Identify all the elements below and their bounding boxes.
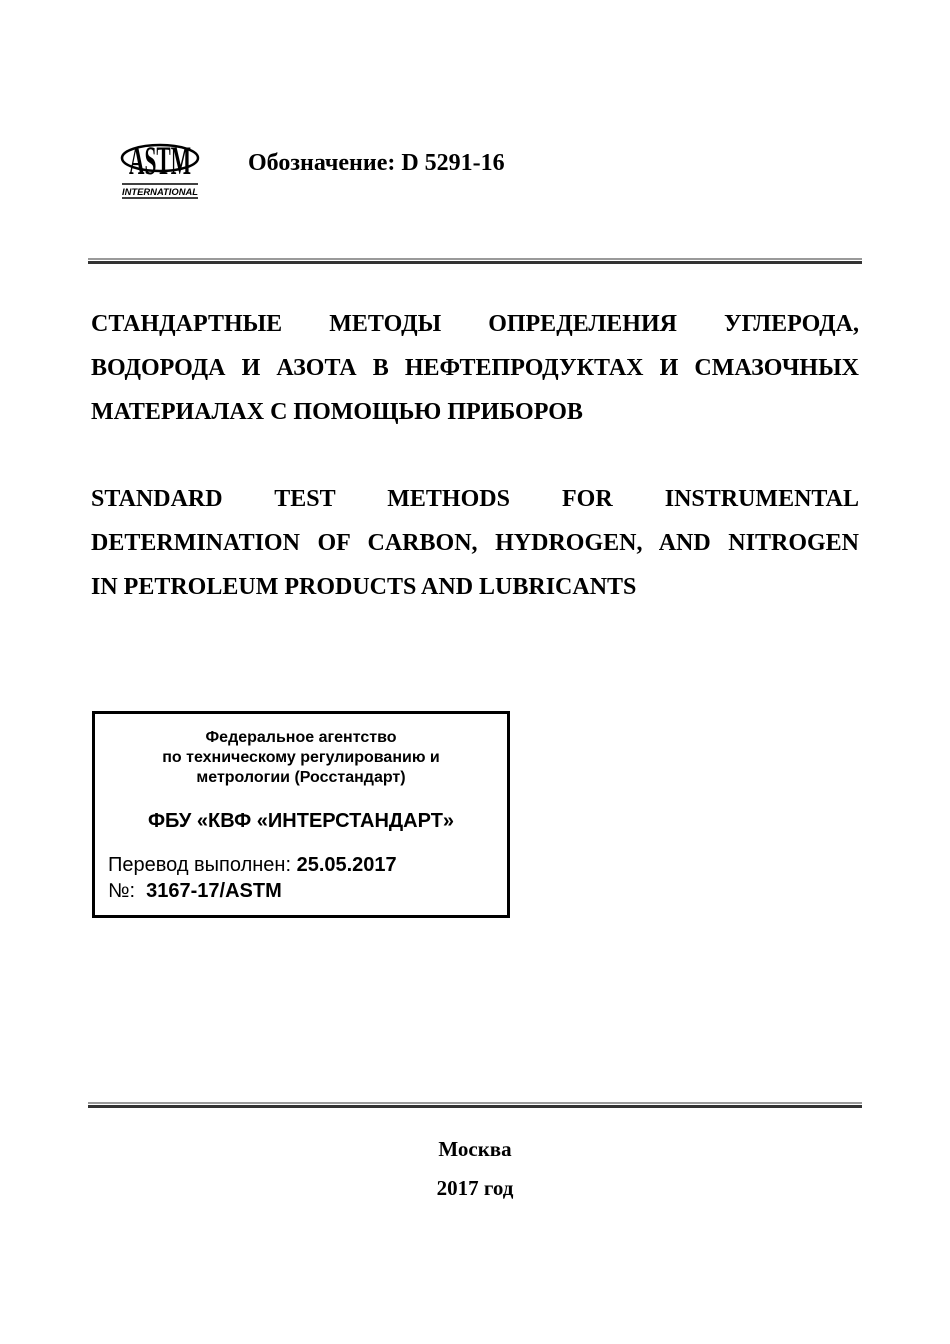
number-value: 3167-17 — [146, 880, 220, 902]
agency-name — [95, 728, 507, 788]
designation: Обозначение: D 5291-16 — [248, 150, 505, 176]
title-russian — [91, 302, 859, 434]
agency-line-2: по техническому регулированию и — [162, 749, 440, 766]
translated-label: Перевод выполнен: — [108, 854, 292, 876]
title-ru-line-3: МАТЕРИАЛАХ С ПОМОЩЬЮ ПРИБОРОВ — [91, 399, 583, 425]
astm-logo — [118, 128, 202, 204]
year: 2017 год — [436, 1176, 514, 1200]
number-label: №: — [108, 880, 136, 902]
translation-stamp — [92, 711, 510, 918]
agency-line-3: метрологии (Росстандарт) — [196, 769, 406, 786]
title-en-line-2: DETERMINATION OF CARBON, HYDROGEN, AND NITROGEN — [91, 530, 859, 556]
translation-date-line — [108, 854, 397, 877]
translated-date: 25.05.2017 — [296, 854, 397, 876]
top-divider — [88, 258, 862, 264]
title-ru-line-1: СТАНДАРТНЫЕ МЕТОДЫ ОПРЕДЕЛЕНИЯ УГЛЕРОДА, — [91, 311, 859, 337]
title-english — [91, 477, 859, 609]
translation-number-line — [108, 880, 282, 903]
title-en-line-3: IN PETROLEUM PRODUCTS AND LUBRICANTS — [91, 574, 637, 600]
organization-name: ФБУ «КВФ «ИНТЕРСТАНДАРТ» — [147, 810, 455, 832]
number-suffix: /ASTM — [219, 880, 282, 902]
logo-subtext: INTERNATIONAL — [122, 187, 198, 197]
bottom-divider — [88, 1102, 862, 1108]
agency-line-1: Федеральное агентство — [205, 729, 397, 746]
title-ru-line-2: ВОДОРОДА И АЗОТА В НЕФТЕПРОДУКТАХ И СМАЗОЧНЫХ — [91, 355, 859, 381]
logo-text: ASTM — [129, 138, 191, 183]
title-en-line-1: STANDARD TEST METHODS FOR INSTRUMENTAL — [91, 486, 859, 512]
city: Москва — [438, 1137, 512, 1161]
